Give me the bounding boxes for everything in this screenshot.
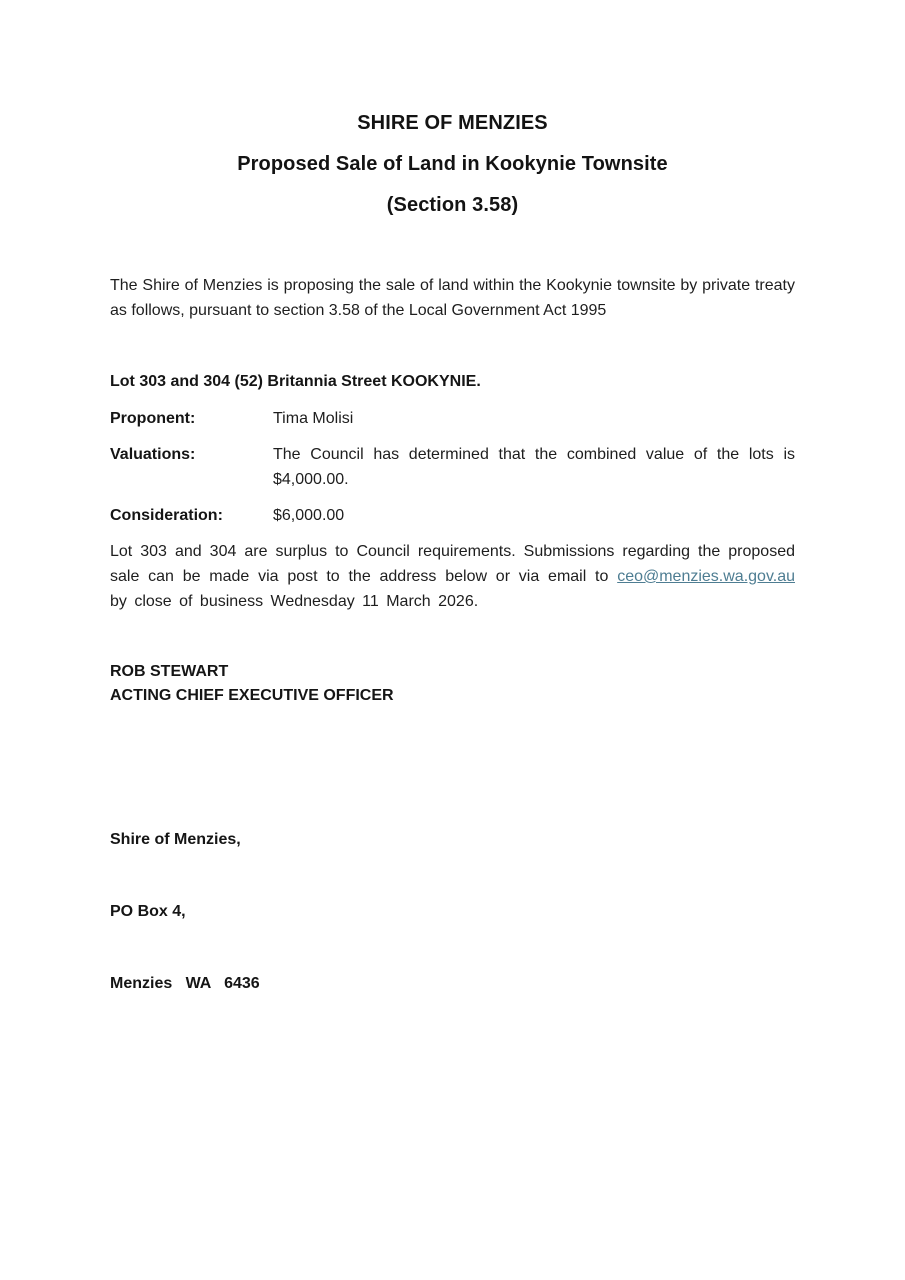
valuations-value: The Council has determined that the combined value of the lots is $4,000.00.: [273, 446, 795, 488]
signatory-name: ROB STEWART: [110, 663, 229, 680]
submission-text-after: by close of business Wednesday 11 March 2026.: [110, 593, 479, 610]
address-line-org: Shire of Menzies,: [110, 831, 241, 848]
proponent-label: Proponent:: [110, 410, 196, 427]
detail-row-proponent: [110, 406, 795, 431]
valuations-label: Valuations:: [110, 446, 196, 463]
address-line-pobox: PO Box 4,: [110, 903, 186, 920]
consideration-label: Consideration:: [110, 507, 223, 524]
consideration-value: $6,000.00: [273, 507, 345, 524]
proponent-value: Tima Molisi: [273, 410, 354, 427]
signature-block: [110, 660, 795, 708]
sale-details: [110, 406, 795, 528]
submission-paragraph: [110, 539, 795, 614]
signatory-title: ACTING CHIEF EXECUTIVE OFFICER: [110, 687, 394, 704]
postal-address-block: [110, 780, 795, 1044]
email-link[interactable]: ceo@menzies.wa.gov.au: [617, 568, 795, 585]
submission-text-before: Lot 303 and 304 are surplus to Council requirements. Submissions regarding the proposed sale can be made via post to the address below or via email to: [110, 543, 795, 585]
document-title: SHIRE OF MENZIES: [357, 112, 548, 134]
document-section-reference: (Section 3.58): [386, 194, 519, 216]
detail-row-consideration: [110, 503, 795, 528]
address-line-town: Menzies WA 6436: [110, 975, 260, 992]
document-subtitle: Proposed Sale of Land in Kookynie Townsite: [237, 153, 668, 175]
detail-row-valuations: [110, 442, 795, 492]
lot-heading: Lot 303 and 304 (52) Britannia Street KOOKYNIE.: [110, 373, 481, 390]
intro-paragraph: The Shire of Menzies is proposing the sale of land within the Kookynie townsite by private treaty as follows, pursuant to section 3.58 of the Local Government Act 1995: [110, 277, 795, 319]
